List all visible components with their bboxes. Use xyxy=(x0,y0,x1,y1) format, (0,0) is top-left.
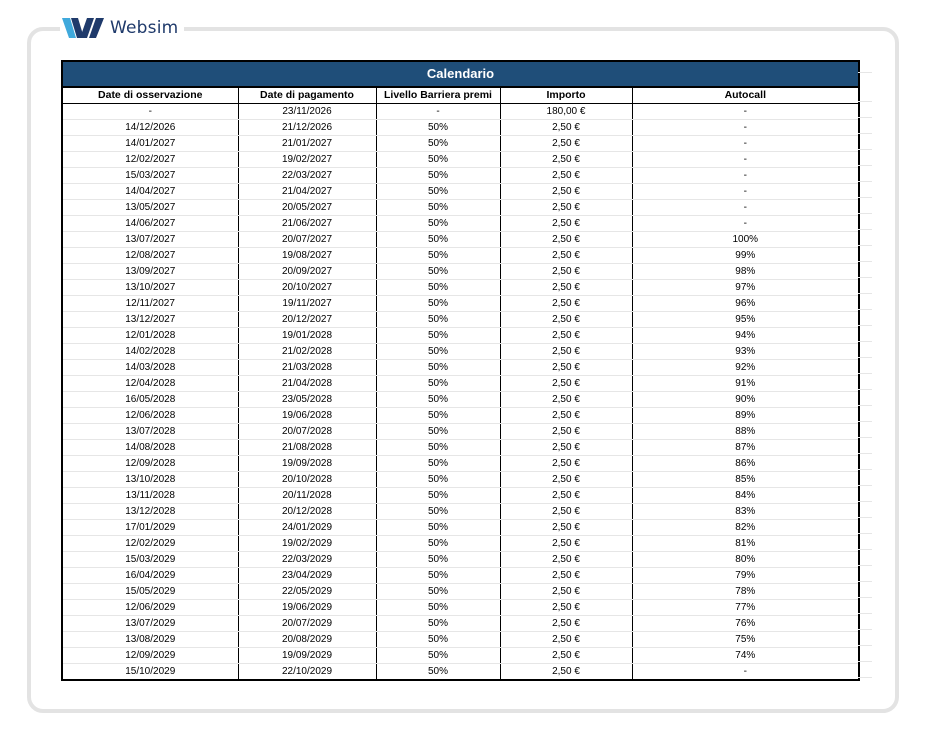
table-cell: 84% xyxy=(632,488,859,504)
websim-logo-icon xyxy=(62,17,106,39)
table-cell: 22/10/2029 xyxy=(238,664,376,681)
table-cell: - xyxy=(632,200,859,216)
table-cell: 50% xyxy=(376,312,500,328)
table-title: Calendario xyxy=(62,61,859,87)
table-cell: 19/09/2029 xyxy=(238,648,376,664)
table-row xyxy=(62,232,859,248)
table-cell: 23/11/2026 xyxy=(238,104,376,120)
table-cell: 87% xyxy=(632,440,859,456)
table-cell: 50% xyxy=(376,264,500,280)
table-cell: 79% xyxy=(632,568,859,584)
table-cell: 2,50 € xyxy=(500,248,632,264)
table-cell: 50% xyxy=(376,632,500,648)
table-cell: 22/05/2029 xyxy=(238,584,376,600)
table-cell: 94% xyxy=(632,328,859,344)
table-row xyxy=(62,408,859,424)
table-cell: 50% xyxy=(376,392,500,408)
table-cell: 13/07/2028 xyxy=(62,424,238,440)
table-cell: 20/12/2028 xyxy=(238,504,376,520)
websim-logo[interactable] xyxy=(60,14,184,42)
table-cell: 20/08/2029 xyxy=(238,632,376,648)
table-cell: 50% xyxy=(376,456,500,472)
table-cell: 16/05/2028 xyxy=(62,392,238,408)
table-cell: 2,50 € xyxy=(500,616,632,632)
table-cell: 12/02/2029 xyxy=(62,536,238,552)
table-cell: 50% xyxy=(376,136,500,152)
table-cell: 16/04/2029 xyxy=(62,568,238,584)
table-cell: - xyxy=(632,136,859,152)
table-cell: 180,00 € xyxy=(500,104,632,120)
table-cell: 2,50 € xyxy=(500,600,632,616)
table-cell: 20/07/2027 xyxy=(238,232,376,248)
calendar-table xyxy=(61,60,860,681)
table-cell: 50% xyxy=(376,360,500,376)
table-cell: - xyxy=(632,152,859,168)
table-row xyxy=(62,632,859,648)
table-row xyxy=(62,264,859,280)
table-cell: 21/03/2028 xyxy=(238,360,376,376)
table-row xyxy=(62,328,859,344)
table-cell: 77% xyxy=(632,600,859,616)
table-cell: 50% xyxy=(376,120,500,136)
table-cell: 15/03/2027 xyxy=(62,168,238,184)
table-row xyxy=(62,152,859,168)
table-row xyxy=(62,344,859,360)
table-cell: 50% xyxy=(376,504,500,520)
table-cell: 20/07/2028 xyxy=(238,424,376,440)
table-cell: 98% xyxy=(632,264,859,280)
table-row xyxy=(62,664,859,681)
table-cell: 96% xyxy=(632,296,859,312)
table-body xyxy=(62,104,859,681)
table-row xyxy=(62,648,859,664)
table-cell: 19/02/2027 xyxy=(238,152,376,168)
table-cell: 12/09/2028 xyxy=(62,456,238,472)
table-cell: 2,50 € xyxy=(500,136,632,152)
table-row xyxy=(62,296,859,312)
table-cell: 12/02/2027 xyxy=(62,152,238,168)
table-cell: 21/04/2027 xyxy=(238,184,376,200)
table-cell: 2,50 € xyxy=(500,328,632,344)
table-row xyxy=(62,584,859,600)
table-cell: 2,50 € xyxy=(500,232,632,248)
table-cell: 75% xyxy=(632,632,859,648)
calendar-sheet xyxy=(61,60,872,681)
table-cell: - xyxy=(632,184,859,200)
table-cell: 14/03/2028 xyxy=(62,360,238,376)
table-cell: 14/02/2028 xyxy=(62,344,238,360)
table-cell: 2,50 € xyxy=(500,152,632,168)
column-header: Importo xyxy=(500,87,632,104)
table-cell: 13/08/2029 xyxy=(62,632,238,648)
table-cell: 12/04/2028 xyxy=(62,376,238,392)
table-cell: 50% xyxy=(376,328,500,344)
table-cell: 99% xyxy=(632,248,859,264)
table-cell: - xyxy=(632,664,859,681)
table-cell: 13/10/2027 xyxy=(62,280,238,296)
table-cell: 2,50 € xyxy=(500,520,632,536)
table-cell: 2,50 € xyxy=(500,568,632,584)
table-cell: - xyxy=(632,104,859,120)
table-cell: 15/05/2029 xyxy=(62,584,238,600)
table-cell: 12/11/2027 xyxy=(62,296,238,312)
table-cell: 2,50 € xyxy=(500,216,632,232)
table-cell: 50% xyxy=(376,408,500,424)
table-row xyxy=(62,360,859,376)
table-cell: 12/06/2029 xyxy=(62,600,238,616)
table-cell: 50% xyxy=(376,344,500,360)
table-row xyxy=(62,488,859,504)
table-cell: 13/07/2027 xyxy=(62,232,238,248)
table-cell: 50% xyxy=(376,424,500,440)
table-row xyxy=(62,424,859,440)
table-cell: 19/09/2028 xyxy=(238,456,376,472)
table-cell: 19/02/2029 xyxy=(238,536,376,552)
table-cell: 2,50 € xyxy=(500,376,632,392)
table-cell: 91% xyxy=(632,376,859,392)
table-cell: 13/05/2027 xyxy=(62,200,238,216)
table-cell: 97% xyxy=(632,280,859,296)
table-cell: 2,50 € xyxy=(500,296,632,312)
table-cell: 20/10/2027 xyxy=(238,280,376,296)
table-cell: 81% xyxy=(632,536,859,552)
table-cell: 2,50 € xyxy=(500,440,632,456)
table-row xyxy=(62,312,859,328)
table-row xyxy=(62,568,859,584)
table-cell: 2,50 € xyxy=(500,456,632,472)
table-cell: 50% xyxy=(376,216,500,232)
table-cell: 13/09/2027 xyxy=(62,264,238,280)
table-cell: 50% xyxy=(376,664,500,681)
table-cell: 2,50 € xyxy=(500,312,632,328)
table-cell: 21/01/2027 xyxy=(238,136,376,152)
table-cell: 2,50 € xyxy=(500,184,632,200)
table-cell: 50% xyxy=(376,184,500,200)
table-cell: 2,50 € xyxy=(500,408,632,424)
table-cell: 86% xyxy=(632,456,859,472)
table-cell: 50% xyxy=(376,520,500,536)
table-cell: 50% xyxy=(376,376,500,392)
table-cell: 50% xyxy=(376,616,500,632)
table-cell: 50% xyxy=(376,168,500,184)
table-cell: 20/07/2029 xyxy=(238,616,376,632)
table-cell: 50% xyxy=(376,248,500,264)
table-cell: - xyxy=(632,216,859,232)
table-cell: 50% xyxy=(376,648,500,664)
table-row xyxy=(62,168,859,184)
table-cell: 2,50 € xyxy=(500,120,632,136)
table-cell: 20/12/2027 xyxy=(238,312,376,328)
table-cell: 23/04/2029 xyxy=(238,568,376,584)
table-cell: - xyxy=(62,104,238,120)
table-cell: 100% xyxy=(632,232,859,248)
table-row xyxy=(62,520,859,536)
table-row xyxy=(62,376,859,392)
table-cell: 15/03/2029 xyxy=(62,552,238,568)
table-row xyxy=(62,200,859,216)
table-cell: 13/12/2027 xyxy=(62,312,238,328)
table-cell: 2,50 € xyxy=(500,648,632,664)
table-cell: 19/06/2028 xyxy=(238,408,376,424)
table-cell: 2,50 € xyxy=(500,168,632,184)
table-cell: 2,50 € xyxy=(500,632,632,648)
table-row xyxy=(62,104,859,120)
table-cell: 2,50 € xyxy=(500,392,632,408)
table-cell: 82% xyxy=(632,520,859,536)
table-row xyxy=(62,248,859,264)
table-row xyxy=(62,504,859,520)
table-cell: 12/09/2029 xyxy=(62,648,238,664)
table-cell: 2,50 € xyxy=(500,536,632,552)
table-cell: 15/10/2029 xyxy=(62,664,238,681)
column-header: Autocall xyxy=(632,87,859,104)
table-cell: 13/11/2028 xyxy=(62,488,238,504)
table-cell: 2,50 € xyxy=(500,280,632,296)
table-cell: 22/03/2027 xyxy=(238,168,376,184)
table-cell: 50% xyxy=(376,568,500,584)
table-cell: 12/08/2027 xyxy=(62,248,238,264)
table-row xyxy=(62,280,859,296)
table-cell: 50% xyxy=(376,152,500,168)
table-cell: 13/10/2028 xyxy=(62,472,238,488)
table-cell: 85% xyxy=(632,472,859,488)
table-cell: 50% xyxy=(376,584,500,600)
table-row xyxy=(62,120,859,136)
table-cell: 95% xyxy=(632,312,859,328)
table-row xyxy=(62,472,859,488)
table-row xyxy=(62,216,859,232)
table-cell: 78% xyxy=(632,584,859,600)
table-cell: 13/12/2028 xyxy=(62,504,238,520)
table-cell: 74% xyxy=(632,648,859,664)
table-cell: 2,50 € xyxy=(500,664,632,681)
table-cell: 14/04/2027 xyxy=(62,184,238,200)
table-cell: 2,50 € xyxy=(500,584,632,600)
table-cell: 2,50 € xyxy=(500,472,632,488)
table-cell: - xyxy=(632,120,859,136)
table-cell: 2,50 € xyxy=(500,552,632,568)
table-cell: 50% xyxy=(376,600,500,616)
table-cell: 2,50 € xyxy=(500,488,632,504)
table-cell: 19/01/2028 xyxy=(238,328,376,344)
table-cell: 12/01/2028 xyxy=(62,328,238,344)
table-row xyxy=(62,536,859,552)
table-cell: 17/01/2029 xyxy=(62,520,238,536)
table-cell: 88% xyxy=(632,424,859,440)
table-row xyxy=(62,392,859,408)
table-cell: 50% xyxy=(376,280,500,296)
table-cell: 50% xyxy=(376,232,500,248)
column-header: Date di pagamento xyxy=(238,87,376,104)
table-cell: - xyxy=(376,104,500,120)
table-cell: 50% xyxy=(376,552,500,568)
table-cell: 50% xyxy=(376,488,500,504)
table-cell: 14/12/2026 xyxy=(62,120,238,136)
table-cell: 21/06/2027 xyxy=(238,216,376,232)
table-cell: 92% xyxy=(632,360,859,376)
table-cell: 2,50 € xyxy=(500,264,632,280)
table-row xyxy=(62,136,859,152)
table-cell: 93% xyxy=(632,344,859,360)
table-cell: 22/03/2029 xyxy=(238,552,376,568)
column-header: Livello Barriera premi xyxy=(376,87,500,104)
table-cell: 20/05/2027 xyxy=(238,200,376,216)
table-cell: 21/02/2028 xyxy=(238,344,376,360)
table-cell: 90% xyxy=(632,392,859,408)
table-cell: 20/09/2027 xyxy=(238,264,376,280)
table-cell: 14/06/2027 xyxy=(62,216,238,232)
table-cell: 21/12/2026 xyxy=(238,120,376,136)
table-row xyxy=(62,184,859,200)
table-cell: 14/01/2027 xyxy=(62,136,238,152)
table-cell: 89% xyxy=(632,408,859,424)
table-header-row xyxy=(62,87,859,104)
table-cell: 80% xyxy=(632,552,859,568)
table-cell: 14/08/2028 xyxy=(62,440,238,456)
table-cell: 2,50 € xyxy=(500,200,632,216)
table-cell: 19/11/2027 xyxy=(238,296,376,312)
table-cell: 50% xyxy=(376,296,500,312)
table-cell: 21/08/2028 xyxy=(238,440,376,456)
table-row xyxy=(62,440,859,456)
table-cell: 2,50 € xyxy=(500,360,632,376)
table-cell: 12/06/2028 xyxy=(62,408,238,424)
table-cell: 50% xyxy=(376,440,500,456)
brand-name: Websim xyxy=(110,18,179,38)
table-cell: 83% xyxy=(632,504,859,520)
table-cell: 20/11/2028 xyxy=(238,488,376,504)
table-cell: 19/06/2029 xyxy=(238,600,376,616)
table-cell: 19/08/2027 xyxy=(238,248,376,264)
table-cell: - xyxy=(632,168,859,184)
table-row xyxy=(62,616,859,632)
table-cell: 2,50 € xyxy=(500,504,632,520)
table-cell: 24/01/2029 xyxy=(238,520,376,536)
table-cell: 50% xyxy=(376,200,500,216)
table-cell: 23/05/2028 xyxy=(238,392,376,408)
table-cell: 76% xyxy=(632,616,859,632)
table-cell: 50% xyxy=(376,472,500,488)
table-cell: 21/04/2028 xyxy=(238,376,376,392)
table-row xyxy=(62,456,859,472)
table-cell: 2,50 € xyxy=(500,344,632,360)
table-cell: 2,50 € xyxy=(500,424,632,440)
table-cell: 50% xyxy=(376,536,500,552)
column-header: Date di osservazione xyxy=(62,87,238,104)
table-row xyxy=(62,552,859,568)
table-cell: 13/07/2029 xyxy=(62,616,238,632)
table-row xyxy=(62,600,859,616)
sheet-gridlines xyxy=(858,60,872,681)
table-cell: 20/10/2028 xyxy=(238,472,376,488)
